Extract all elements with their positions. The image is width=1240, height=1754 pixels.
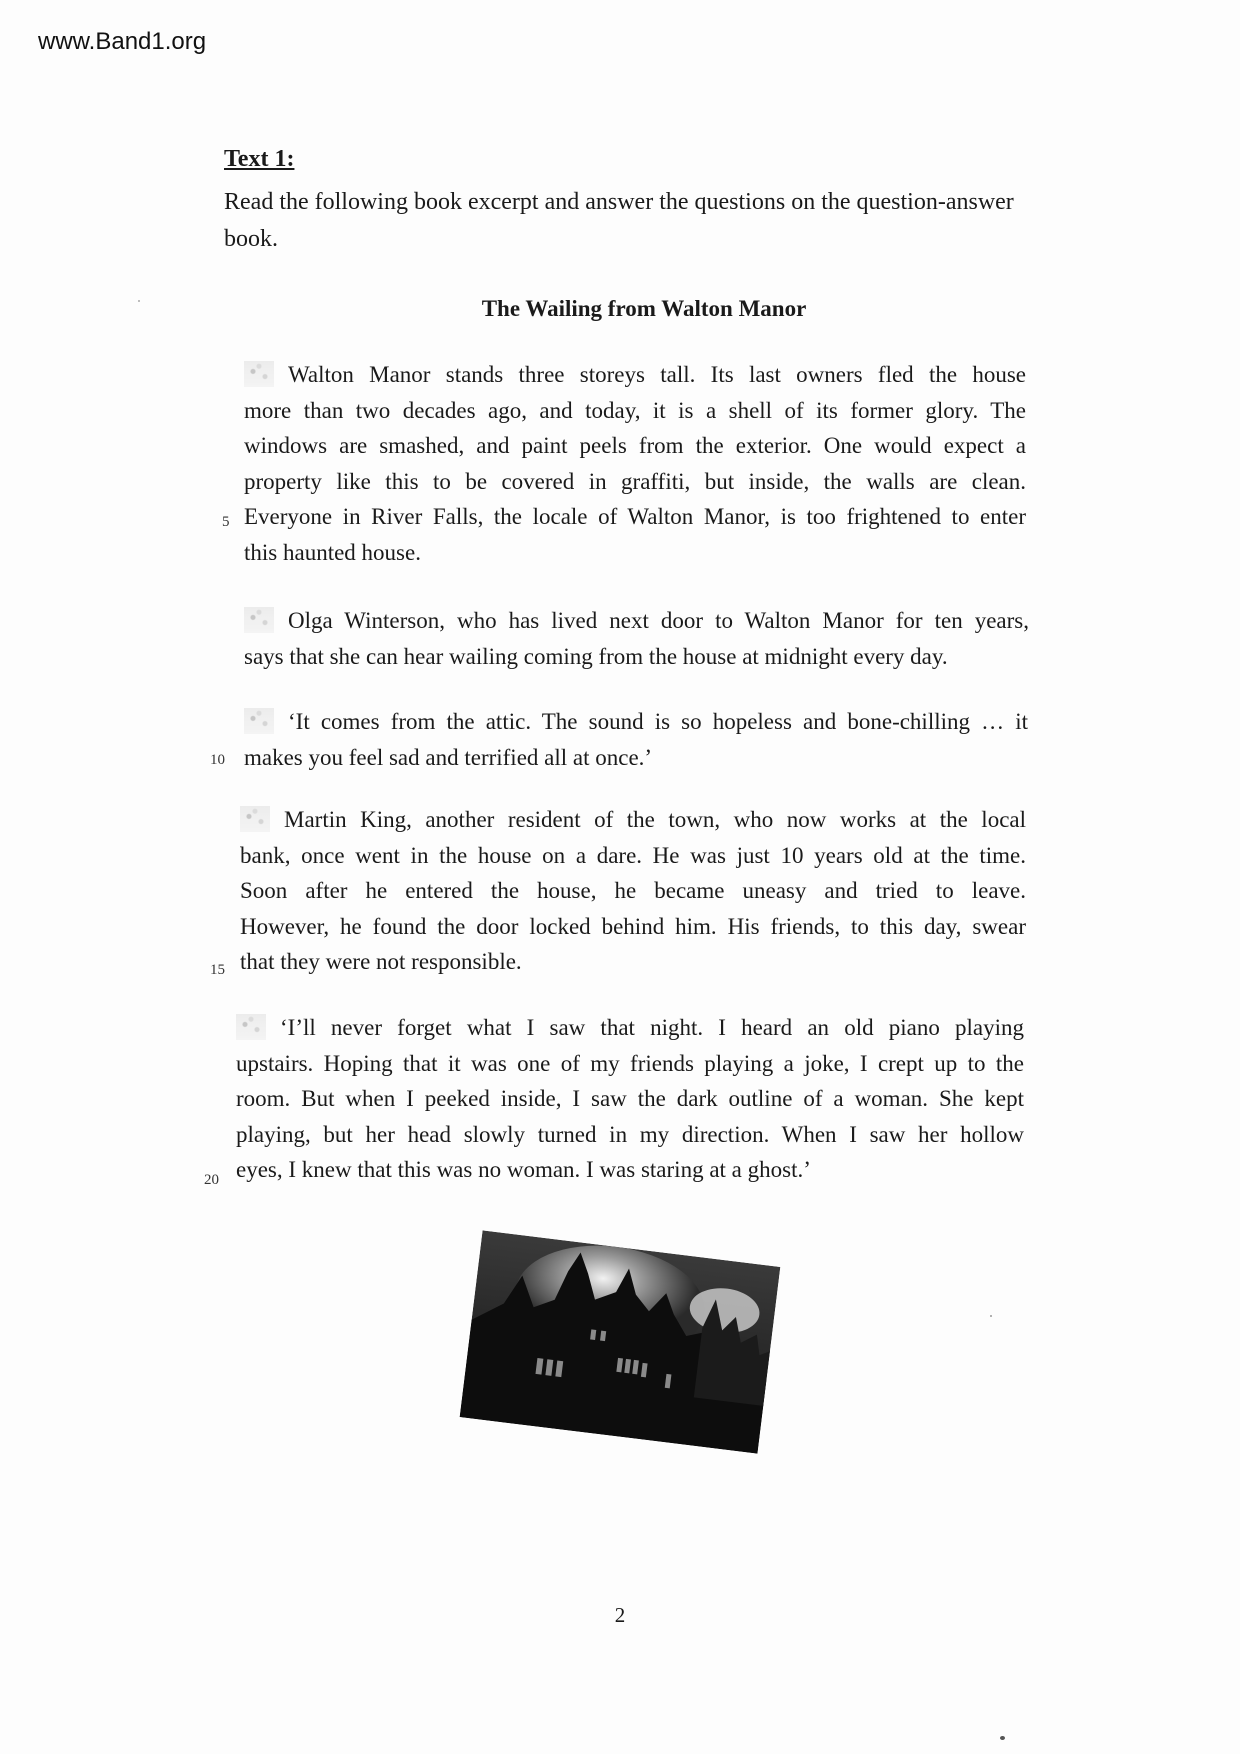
paragraph-line: Walton Manor stands three storeys tall. Its last owners fled the house [244,357,1026,393]
paragraph-line: this haunted house. [244,539,421,565]
paragraph-marker [244,607,274,633]
site-url: www.Band1.org [38,28,207,55]
scan-speck [1000,1736,1005,1740]
paragraph-line: windows are smashed, and paint peels from the exterior. One would expect a [244,433,1026,458]
paragraph-line: Everyone in River Falls, the locale of Walton Manor, is too frightened to enter [244,504,1026,529]
paragraph-2 [244,603,1029,674]
paragraph-line: ‘It comes from the attic. The sound is so hopeless and bone-chilling … it [244,704,1028,740]
haunted-house-photo [460,1230,781,1453]
paragraph-1 [244,357,1026,570]
paragraph-marker [244,708,274,734]
paragraph-4 [240,802,1026,980]
line-number: 15 [210,962,225,978]
paragraph-line: eyes, I knew that this was no woman. I was staring at a ghost.’ [236,1157,811,1182]
paragraph-line: makes you feel sad and terrified all at once.’ [244,744,653,770]
paragraph-line: Soon after he entered the house, he became uneasy and tried to leave. [240,878,1026,903]
paragraph-line: Martin King, another resident of the town, who now works at the local [240,802,1026,838]
line-number: 5 [222,514,230,530]
instruction-line: book. [224,226,278,252]
paragraph-line: property like this to be covered in graffiti, but inside, the walls are clean. [244,468,1026,494]
paragraph-marker [244,361,274,387]
line-number: 10 [210,752,225,768]
haunted-house-illustration [460,1230,781,1453]
paragraph-line: that they were not responsible. [240,949,522,974]
paragraph-line: upstairs. Hoping that it was one of my friends playing a joke, I crept up to the [236,1050,1024,1076]
article-title: The Wailing from Walton Manor [481,296,807,321]
paragraph-marker [240,806,270,832]
scan-speck [138,300,140,302]
paragraph-line: playing, but her head slowly turned in my direction. When I saw her hollow [236,1121,1024,1147]
paragraph-line: says that she can hear wailing coming from the house at midnight every day. [244,643,948,669]
paragraph-line: room. But when I peeked inside, I saw the dark outline of a woman. She kept [236,1086,1024,1111]
paragraph-line: However, he found the door locked behind him. His friends, to this day, swear [240,913,1026,939]
paragraph-line: bank, once went in the house on a dare. He was just 10 years old at the time. [240,842,1026,868]
instruction-line: Read the following book excerpt and answer the questions on the question-answer [224,189,1014,215]
scan-speck [990,1315,992,1317]
paragraph-marker [236,1014,266,1040]
section-label: Text 1: [224,146,295,172]
paragraph-line: more than two decades ago, and today, it is a shell of its former glory. The [244,397,1026,423]
line-number: 20 [204,1172,219,1188]
paragraph-5 [236,1010,1024,1188]
paragraph-line: ‘I’ll never forget what I saw that night. I heard an old piano playing [236,1010,1024,1046]
page-number: 2 [614,1603,626,1627]
paragraph-3 [244,704,1028,775]
instruction-text [224,184,1044,258]
paragraph-line: Olga Winterson, who has lived next door to Walton Manor for ten years, [244,603,1029,639]
